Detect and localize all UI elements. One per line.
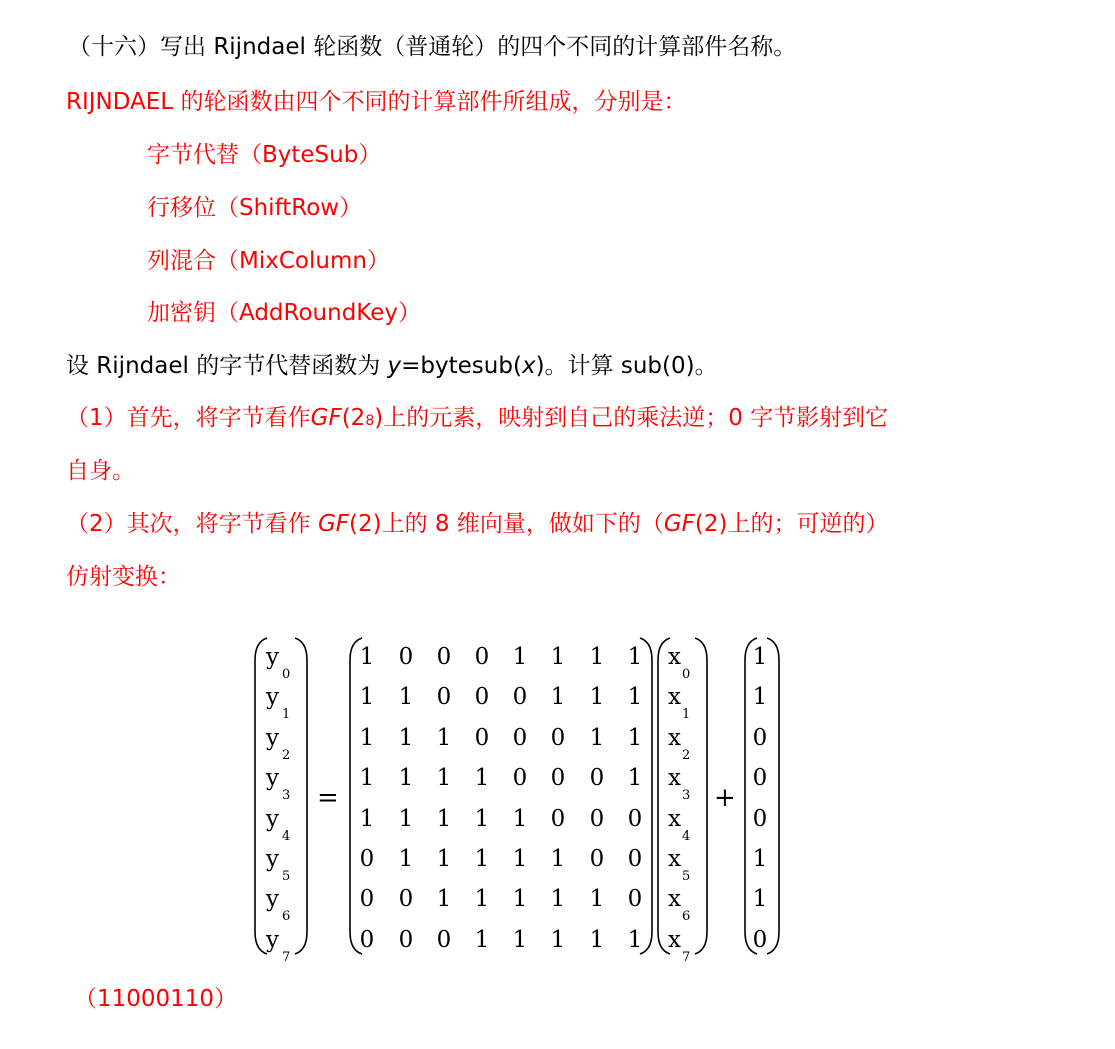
- constant-cell: 1: [752, 644, 768, 670]
- task-x-var: x: [521, 353, 536, 379]
- y-vector-index: 4: [282, 828, 291, 844]
- question-suffix: 轮函数（普通轮）的四个不同的计算部件名称。: [305, 34, 797, 60]
- matrix-cell: 0: [550, 805, 566, 832]
- matrix-cell: 0: [627, 886, 643, 913]
- matrix-cell: 0: [436, 644, 452, 670]
- y-vector-index: 5: [282, 869, 291, 884]
- y-vector-index: 7: [282, 949, 291, 965]
- constant-cell: 1: [752, 846, 768, 872]
- matrix-cell: 0: [550, 765, 566, 792]
- step2-line2: 仿射变换：: [66, 564, 181, 590]
- matrix-cell: 1: [398, 684, 414, 711]
- step2-gf-1: GF: [317, 511, 350, 537]
- y-vector-var: y: [266, 886, 279, 913]
- task-y-var: y: [387, 353, 402, 379]
- matrix-cell: 1: [436, 805, 452, 832]
- step1-exponent: 8: [365, 413, 375, 429]
- matrix-cell: 0: [436, 926, 452, 953]
- result-value: （11000110）: [74, 986, 238, 1012]
- matrix-cell: 0: [512, 724, 528, 751]
- matrix-cell: 1: [550, 684, 566, 711]
- y-vector-var: y: [266, 926, 279, 953]
- matrix-left-paren: [348, 636, 364, 956]
- y-vector-var: y: [266, 805, 279, 832]
- component-bytesub: 字节代替（ByteSub）: [147, 142, 382, 168]
- component-shiftrow: 行移位（ShiftRow）: [147, 195, 363, 221]
- x-vector-var: x: [668, 886, 681, 913]
- matrix-cell: 1: [627, 724, 643, 751]
- matrix-cell: 0: [550, 724, 566, 751]
- step1-part-b: (2: [341, 405, 366, 431]
- y-vector-right-paren: [293, 636, 309, 956]
- constant-cell: 0: [752, 805, 768, 832]
- matrix-cell: 1: [474, 805, 490, 832]
- y-vector-var: y: [266, 724, 279, 751]
- matrix-cell: 1: [589, 926, 605, 953]
- matrix-cell: 1: [436, 846, 452, 872]
- x-vector-var: x: [668, 846, 681, 872]
- matrix-cell: 0: [474, 644, 490, 670]
- x-vector-index: 2: [682, 747, 691, 763]
- question-prefix: （十六）写出: [68, 34, 214, 60]
- matrix-cell: 1: [436, 765, 452, 792]
- matrix-cell: 0: [589, 846, 605, 872]
- x-vector-var: x: [668, 765, 681, 792]
- matrix-cell: 1: [550, 886, 566, 913]
- x-vector-var: x: [668, 724, 681, 751]
- constant-cell: 0: [752, 765, 768, 792]
- matrix-cell: 1: [359, 724, 375, 751]
- answer-intro: RIJNDAEL 的轮函数由四个不同的计算部件所组成，分别是：: [66, 89, 687, 115]
- matrix-cell: 0: [398, 644, 414, 670]
- constant-cell: 1: [752, 886, 768, 913]
- matrix-cell: 0: [512, 684, 528, 711]
- task-part1: 设 Rijndael 的字节代替函数为: [66, 353, 388, 379]
- x-vector-index: 1: [682, 707, 691, 723]
- step2-line1: [66, 513, 889, 536]
- x-vector-index: 6: [682, 909, 691, 925]
- matrix-cell: 0: [398, 886, 414, 913]
- y-vector-var: y: [266, 644, 279, 670]
- matrix-cell: 1: [474, 765, 490, 792]
- matrix-cell: 1: [359, 684, 375, 711]
- matrix-cell: 0: [627, 846, 643, 872]
- matrix-cell: 0: [474, 684, 490, 711]
- equals-sign: =: [317, 783, 339, 813]
- component-mixcolumn: 列混合（MixColumn）: [147, 248, 390, 274]
- constant-cell: 1: [752, 684, 768, 711]
- matrix-cell: 1: [398, 765, 414, 792]
- matrix-cell: 0: [627, 805, 643, 832]
- y-vector-var: y: [266, 765, 279, 792]
- matrix-cell: 1: [627, 684, 643, 711]
- matrix-cell: 1: [627, 644, 643, 670]
- y-vector-index: 3: [282, 788, 291, 804]
- x-vector-var: x: [668, 684, 681, 711]
- question-text: [68, 36, 796, 59]
- matrix-cell: 0: [512, 765, 528, 792]
- y-vector-var: y: [266, 684, 279, 711]
- x-vector-var: x: [668, 926, 681, 953]
- x-vector-index: 3: [682, 788, 691, 804]
- matrix-cell: 1: [359, 644, 375, 670]
- matrix-cell: 1: [589, 886, 605, 913]
- constant-left-paren: [743, 636, 759, 956]
- y-vector-var: y: [266, 846, 279, 872]
- matrix-cell: 1: [359, 765, 375, 792]
- matrix-cell: 1: [474, 886, 490, 913]
- x-vector-left-paren: [656, 636, 672, 956]
- matrix-cell: 1: [398, 846, 414, 872]
- step2-part-a: （2）其次，将字节看作: [66, 511, 318, 537]
- constant-cell: 0: [752, 724, 768, 751]
- matrix-cell: 0: [359, 926, 375, 953]
- matrix-right-paren: [638, 636, 654, 956]
- x-vector-index: 0: [682, 667, 691, 682]
- x-vector-right-paren: [693, 636, 709, 956]
- matrix-cell: 0: [398, 926, 414, 953]
- matrix-cell: 1: [398, 805, 414, 832]
- y-vector-index: 1: [282, 707, 291, 723]
- matrix-cell: 0: [359, 846, 375, 872]
- plus-sign: +: [714, 783, 736, 813]
- matrix-cell: 1: [589, 724, 605, 751]
- matrix-cell: 1: [589, 644, 605, 670]
- matrix-cell: 1: [627, 765, 643, 792]
- matrix-cell: 1: [512, 805, 528, 832]
- matrix-cell: 0: [474, 724, 490, 751]
- step1-gf: GF: [310, 405, 342, 431]
- x-vector-index: 5: [682, 869, 691, 884]
- constant-cell: 0: [752, 926, 768, 953]
- matrix-cell: 0: [589, 805, 605, 832]
- matrix-cell: 1: [550, 926, 566, 953]
- matrix-cell: 1: [512, 644, 528, 670]
- y-vector-index: 6: [282, 909, 291, 925]
- matrix-cell: 1: [359, 805, 375, 832]
- matrix-cell: 1: [512, 926, 528, 953]
- matrix-cell: 1: [627, 926, 643, 953]
- matrix-cell: 0: [436, 684, 452, 711]
- y-vector-left-paren: [253, 636, 269, 956]
- matrix-cell: 1: [550, 644, 566, 670]
- y-vector-index: 0: [282, 667, 291, 682]
- task-part3: )。计算 sub(0)。: [535, 353, 718, 379]
- matrix-cell: 1: [512, 846, 528, 872]
- matrix-cell: 1: [550, 846, 566, 872]
- x-vector-index: 7: [682, 949, 691, 965]
- matrix-cell: 0: [589, 765, 605, 792]
- y-vector-index: 2: [282, 747, 291, 763]
- matrix-cell: 1: [436, 886, 452, 913]
- question-cipher-name: Rijndael: [213, 34, 306, 60]
- matrix-cell: 1: [436, 724, 452, 751]
- matrix-cell: 1: [589, 684, 605, 711]
- x-vector-var: x: [668, 644, 681, 670]
- matrix-cell: 1: [474, 846, 490, 872]
- component-addroundkey: 加密钥（AddRoundKey）: [147, 300, 422, 326]
- matrix-cell: 1: [474, 926, 490, 953]
- matrix-cell: 1: [398, 724, 414, 751]
- matrix-cell: 0: [359, 886, 375, 913]
- x-vector-index: 4: [682, 828, 691, 844]
- step1-line1: [66, 407, 888, 430]
- task-text: [66, 355, 718, 378]
- step1-line2: 自身。: [66, 458, 135, 484]
- constant-right-paren: [765, 636, 781, 956]
- step2-part-c: (2)上的；可逆的）: [694, 511, 889, 537]
- step2-gf-2: GF: [663, 511, 695, 537]
- x-vector-var: x: [668, 805, 681, 832]
- step1-part-a: （1）首先，将字节看作: [66, 405, 311, 431]
- step1-part-c: )上的元素，映射到自己的乘法逆；0 字节影射到它: [374, 405, 889, 431]
- step2-part-b: (2)上的 8 维向量，做如下的（: [349, 511, 664, 537]
- matrix-cell: 1: [512, 886, 528, 913]
- task-part2: =bytesub(: [401, 353, 522, 379]
